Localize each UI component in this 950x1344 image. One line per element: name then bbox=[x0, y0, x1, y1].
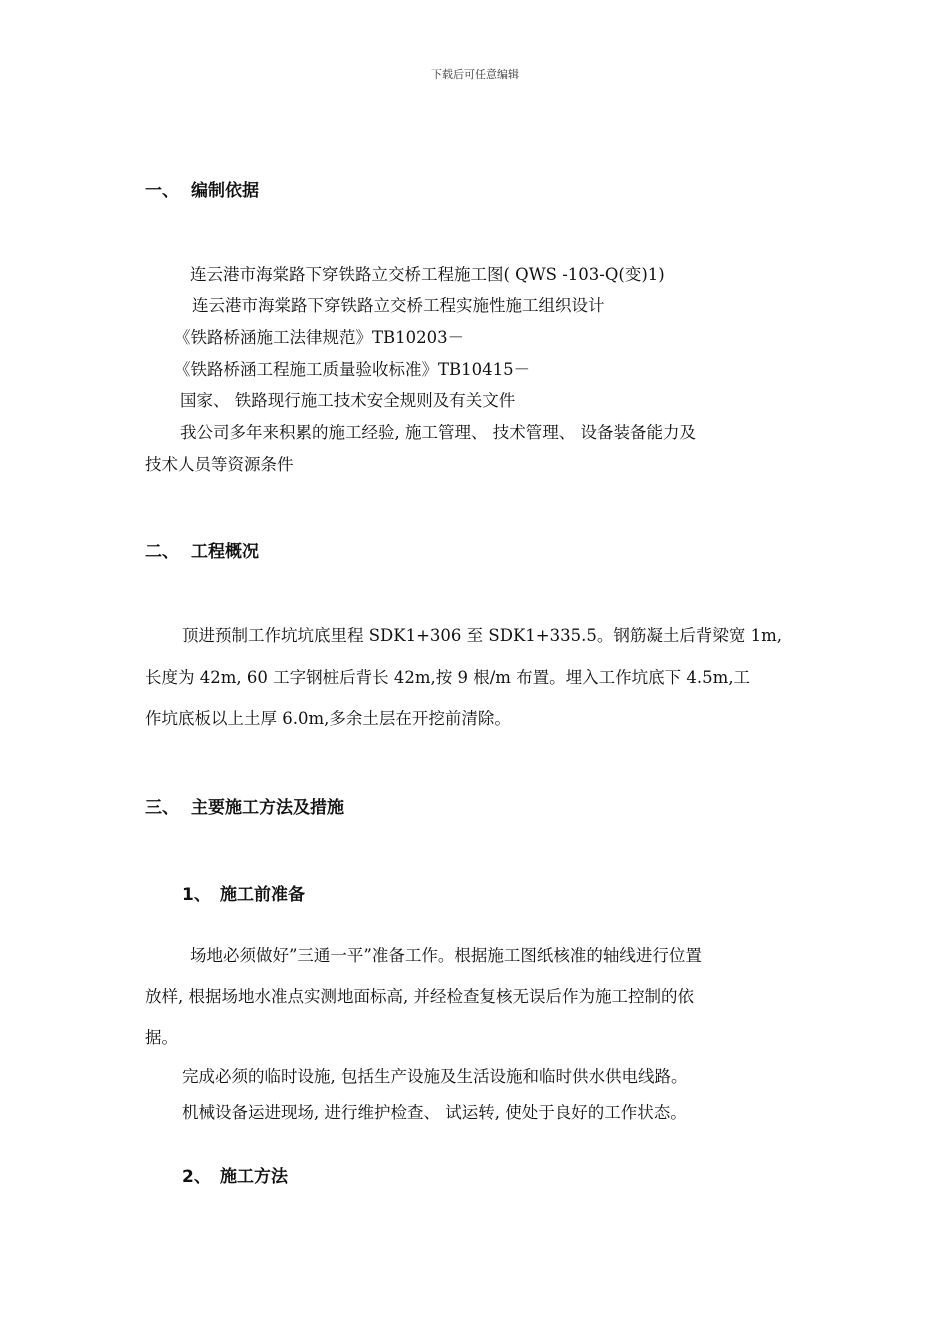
subsection-1-heading bbox=[182, 880, 305, 905]
subsection-2-number: 2、 bbox=[182, 1167, 211, 1187]
basis-line-1: 连云港市海棠路下穿铁路立交桥工程施工图( QWS -103-Q(变)1) bbox=[190, 265, 665, 284]
prep-line-3: 据。 bbox=[145, 1028, 178, 1047]
prep-line-4: 完成必须的临时设施, 包括生产设施及生活设施和临时供水供电线路。 bbox=[182, 1067, 688, 1086]
section-2-title: 工程概况 bbox=[191, 542, 259, 562]
basis-line-2: 连云港市海棠路下穿铁路立交桥工程实施性施工组织设计 bbox=[192, 296, 605, 315]
section-3-title: 主要施工方法及措施 bbox=[191, 798, 344, 818]
prep-line-1: 场地必须做好”三通一平”准备工作。根据施工图纸核准的轴线进行位置 bbox=[190, 946, 702, 965]
subsection-2-heading bbox=[182, 1162, 288, 1187]
overview-line-1: 顶进预制工作坑坑底里程 SDK1+306 至 SDK1+335.5。钢筋凝土后背梁宽 1m, bbox=[182, 626, 782, 645]
basis-line-4: 《铁路桥涵工程施工质量验收标准》TB10415－ bbox=[174, 360, 531, 379]
section-1-heading bbox=[145, 176, 259, 201]
basis-line-5: 国家、 铁路现行施工技术安全规则及有关文件 bbox=[180, 391, 516, 410]
section-1-title: 编制依据 bbox=[191, 181, 259, 201]
section-2-heading bbox=[145, 537, 259, 562]
prep-line-2: 放样, 根据场地水准点实测地面标高, 并经检查复核无误后作为施工控制的依 bbox=[145, 987, 694, 1006]
page-header: 下载后可任意编辑 bbox=[431, 68, 519, 81]
basis-line-6: 我公司多年来积累的施工经验, 施工管理、 技术管理、 设备装备能力及 bbox=[180, 423, 696, 442]
subsection-1-title: 施工前准备 bbox=[220, 885, 305, 905]
subsection-2-title: 施工方法 bbox=[220, 1167, 288, 1187]
section-2-number: 二、 bbox=[145, 542, 179, 562]
basis-line-7: 技术人员等资源条件 bbox=[145, 455, 294, 474]
basis-line-3: 《铁路桥涵施工法律规范》TB10203－ bbox=[174, 328, 465, 347]
subsection-1-number: 1、 bbox=[182, 885, 211, 905]
section-1-number: 一、 bbox=[145, 181, 179, 201]
overview-line-3: 作坑底板以上土厚 6.0m,多余土层在开挖前清除。 bbox=[145, 709, 511, 728]
section-3-heading bbox=[145, 793, 344, 818]
prep-line-5: 机械设备运进现场, 进行维护检查、 试运转, 使处于良好的工作状态。 bbox=[182, 1103, 687, 1122]
section-3-number: 三、 bbox=[145, 798, 179, 818]
overview-line-2: 长度为 42m, 60 工字钢桩后背长 42m,按 9 根/m 布置。埋入工作坑底下 4.5m,工 bbox=[145, 668, 751, 687]
